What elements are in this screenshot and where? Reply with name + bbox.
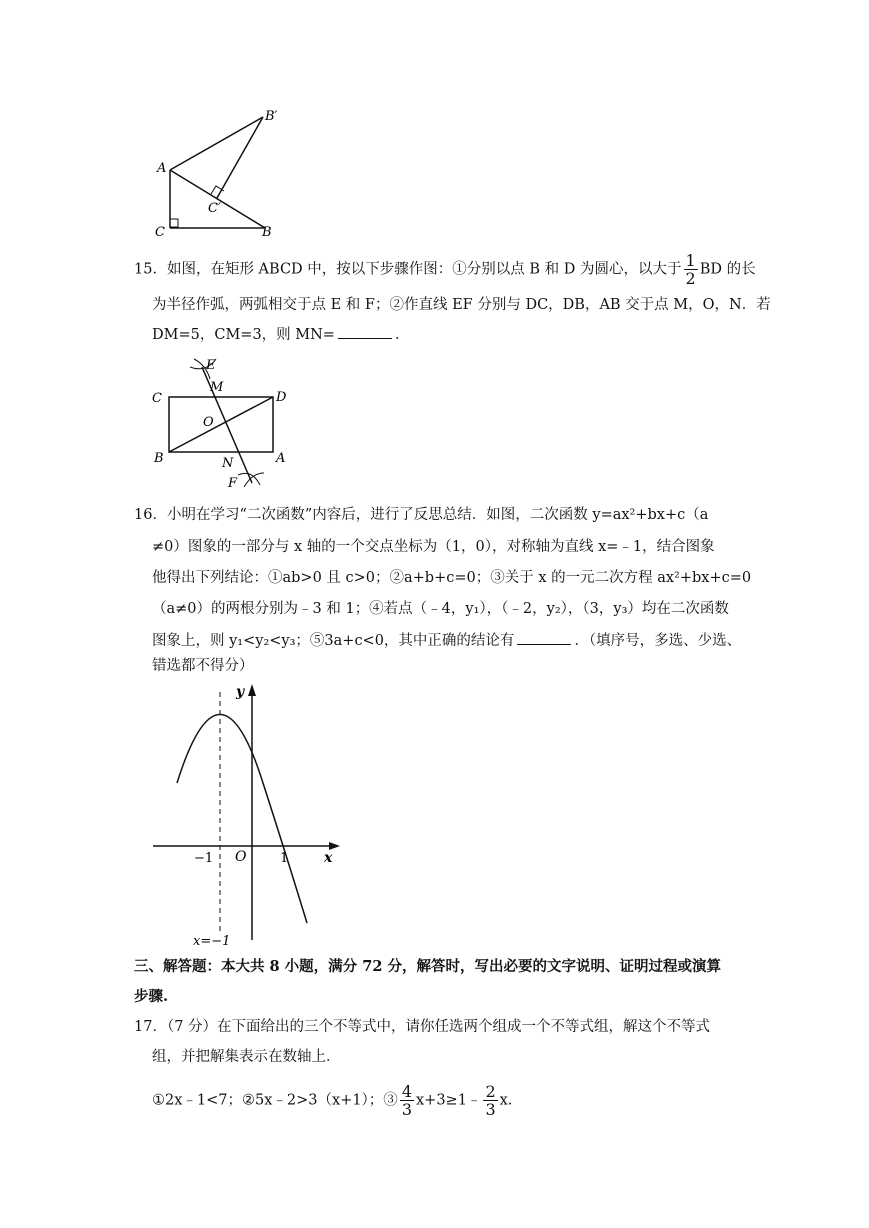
q17-line-1: 17．（7 分）在下面给出的三个不等式中，请你任选两个组成一个不等式组，解这个不等式: [134, 1019, 711, 1035]
label-n: N: [222, 456, 234, 471]
label-a: A: [276, 451, 286, 466]
label-e: E: [206, 358, 216, 373]
q17-line-2: 组，并把解集表示在数轴上．: [152, 1049, 341, 1065]
q16-line-5: 图象上，则 y₁<y₂<y₃；⑤3a+c<0，其中正确的结论有 ．（填序号，多选、少选、: [152, 630, 741, 651]
q16-line-2: ≠0）图象的一部分与 x 轴的一个交点坐标为（1，0），对称轴为直线 x=﹣1，结合图象: [152, 539, 715, 555]
label-x: x: [324, 850, 333, 866]
q16-line-1: 16．小明在学习“二次函数”内容后，进行了反思总结．如图，二次函数 y=ax²+bx+c（a: [134, 507, 709, 523]
label-y: y: [236, 684, 245, 700]
label-c-prime: C′: [208, 201, 221, 216]
label-origin: O: [235, 849, 247, 865]
label-a: A: [157, 161, 167, 176]
fraction-half: $\frac{1}{2}$: [685, 251, 696, 288]
fraction-four-thirds: $\frac{4}{3}$: [401, 1082, 412, 1119]
label-m: M: [210, 380, 224, 395]
q17-line-3: ①2x﹣1<7；②5x﹣2>3（x+1）；③ $\frac{4}{3}$ x+3≥1﹣ $\frac{2}{3}$ x.: [152, 1082, 513, 1119]
section-heading: 三、解答题：本大共 8 小题，满分 72 分，解答时，写出必要的文字说明、证明过程或演算: [134, 958, 721, 975]
figure-q15-rectangle: [140, 355, 300, 495]
tick-label-minus-one: −1: [194, 851, 214, 866]
section-heading-cont: 步骤.: [134, 988, 169, 1005]
label-c: C: [155, 225, 165, 240]
label-b: B: [262, 225, 272, 240]
label-f: F: [228, 476, 238, 491]
figure-q14-triangle: [150, 100, 290, 240]
label-b-prime: B′: [265, 109, 278, 124]
tick-label-one: 1: [280, 851, 289, 866]
q16-line-3: 他得出下列结论：①ab>0 且 c>0；②a+b+c=0；③关于 x 的一元二次方程 ax²+bx+c=0: [152, 570, 752, 586]
axis-of-symmetry-label: x=−1: [193, 934, 231, 949]
label-c: C: [152, 391, 162, 406]
q16-line-4: （a≠0）的两根分别为﹣3 和 1；④若点（﹣4，y₁），（﹣2，y₂），（3，y₃）均在二次函数: [152, 601, 729, 617]
q15-line-1: 15．如图，在矩形 ABCD 中，按以下步骤作图：①分别以点 B 和 D 为圆心，以大于 $\frac{1}{2}$ BD 的长: [134, 251, 756, 288]
answer-blank: [338, 324, 392, 339]
q15-line-3: DM=5，CM=3，则 MN= ．: [152, 324, 409, 345]
answer-blank: [517, 630, 571, 645]
label-d: D: [276, 390, 287, 405]
fraction-two-thirds: $\frac{2}{3}$: [485, 1082, 496, 1119]
q16-line-6: 错选都不得分）: [152, 658, 254, 674]
q15-line-2: 为半径作弧，两弧相交于点 E 和 F；②作直线 EF 分别与 DC，DB，AB 交于点 M，O，N．若: [152, 297, 771, 313]
label-b: B: [154, 451, 164, 466]
label-o: O: [203, 415, 214, 430]
figure-q16-parabola-graph: [150, 678, 350, 950]
